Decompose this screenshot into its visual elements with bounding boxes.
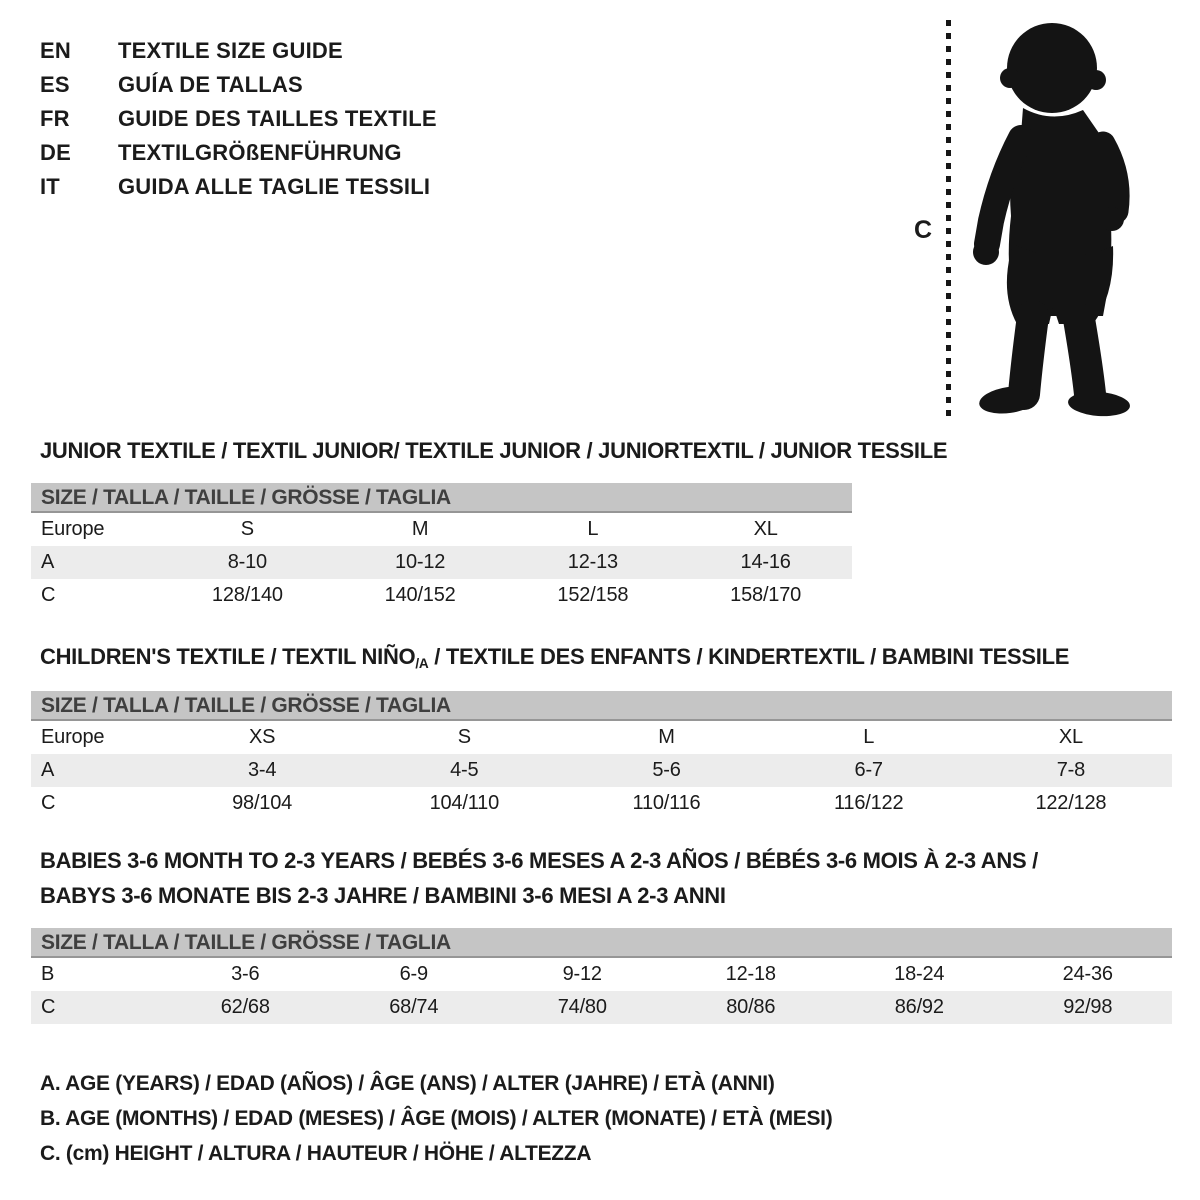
size-header: SIZE / TALLA / TAILLE / GRÖSSE / TAGLIA [31, 483, 852, 513]
months-value: 6-9 [399, 963, 428, 985]
table-row-height [31, 787, 1172, 820]
months-value: 9-12 [562, 963, 602, 985]
junior-section-title: JUNIOR TEXTILE / TEXTIL JUNIOR/ TEXTILE JUNIOR / JUNIORTEXTIL / JUNIOR TESSILE [40, 438, 948, 463]
age-value: 14-16 [740, 551, 791, 573]
children-section-title [40, 644, 1069, 671]
height-measure-c-label: C [914, 216, 933, 244]
height-value: 92/98 [1063, 996, 1113, 1018]
age-value: 12-13 [567, 551, 618, 573]
size-value: S [457, 726, 471, 748]
junior-size-table [31, 483, 852, 612]
size-value: L [863, 726, 875, 748]
row-label: B [41, 963, 55, 985]
months-value: 24-36 [1062, 963, 1113, 985]
height-value: 140/152 [384, 584, 456, 606]
height-value: 68/74 [389, 996, 439, 1018]
guide-title: TEXTILGRÖßENFÜHRUNG [118, 140, 402, 165]
children-size-table [31, 691, 1172, 820]
language-code: IT [40, 174, 60, 199]
legend-line-c: C. (cm) HEIGHT / ALTURA / HAUTEUR / HÖHE / ALTEZZA [40, 1141, 592, 1165]
babies-section-title-line2: BABYS 3-6 MONATE BIS 2-3 JAHRE / BAMBINI 3-6 MESI A 2-3 ANNI [40, 883, 726, 908]
months-value: 12-18 [725, 963, 776, 985]
language-code: EN [40, 38, 71, 63]
children-title-pre: CHILDREN'S TEXTILE / TEXTIL NIÑO [40, 644, 416, 669]
size-header: SIZE / TALLA / TAILLE / GRÖSSE / TAGLIA [31, 691, 1172, 721]
height-value: 122/128 [1035, 792, 1107, 814]
age-value: 5-6 [652, 759, 681, 781]
table-row-europe [31, 721, 1172, 754]
guide-title: GUÍA DE TALLAS [118, 72, 303, 97]
age-value: 7-8 [1056, 759, 1086, 781]
height-value: 128/140 [211, 584, 283, 606]
table-row-height [31, 579, 852, 612]
language-code: DE [40, 140, 71, 165]
height-value: 86/92 [894, 996, 944, 1018]
table-row-age [31, 754, 1172, 787]
table-row-height [31, 991, 1172, 1024]
age-value: 6-7 [854, 759, 883, 781]
language-row-fr [40, 102, 437, 136]
height-value: 80/86 [726, 996, 776, 1018]
language-row-it [40, 170, 437, 204]
language-row-en [40, 34, 437, 68]
row-label: Europe [41, 518, 105, 540]
age-value: 10-12 [395, 551, 446, 573]
legend-line-b: B. AGE (MONTHS) / EDAD (MESES) / ÂGE (MOIS) / ALTER (MONATE) / ETÀ (MESI) [40, 1106, 833, 1130]
row-label: C [41, 792, 56, 814]
height-value: 62/68 [220, 996, 270, 1018]
legend [40, 1066, 832, 1171]
language-title-list [40, 34, 437, 204]
size-header: SIZE / TALLA / TAILLE / GRÖSSE / TAGLIA [31, 928, 1172, 958]
height-value: 74/80 [557, 996, 607, 1018]
legend-line-a: A. AGE (YEARS) / EDAD (AÑOS) / ÂGE (ANS) / ALTER (JAHRE) / ETÀ (ANNI) [40, 1071, 775, 1095]
size-value: L [587, 518, 599, 540]
height-dashed-line [946, 20, 951, 416]
row-label: Europe [41, 726, 105, 748]
children-title-post: / TEXTILE DES ENFANTS / KINDERTEXTIL / BAMBINI TESSILE [428, 644, 1070, 669]
babies-section-title-line1: BABIES 3-6 MONTH TO 2-3 YEARS / BEBÉS 3-6 MESES A 2-3 AÑOS / BÉBÉS 3-6 MOIS À 2-3 ANS / [40, 848, 1038, 873]
size-value: M [658, 726, 675, 748]
months-value: 3-6 [231, 963, 260, 985]
language-row-de [40, 136, 437, 170]
babies-size-table [31, 928, 1172, 1024]
language-row-es [40, 68, 437, 102]
guide-title: TEXTILE SIZE GUIDE [118, 38, 343, 63]
height-value: 158/170 [730, 584, 802, 606]
table-row-europe [31, 513, 852, 546]
table-row-age [31, 546, 852, 579]
height-value: 152/158 [557, 584, 629, 606]
guide-title: GUIDA ALLE TAGLIE TESSILI [118, 174, 431, 199]
height-value: 116/122 [833, 792, 904, 814]
age-value: 3-4 [247, 759, 277, 781]
size-value: XS [248, 726, 276, 748]
children-title-sub: /A [415, 655, 429, 671]
height-value: 110/116 [632, 792, 701, 814]
size-value: M [411, 518, 429, 540]
size-value: XL [1058, 726, 1083, 748]
age-value: 4-5 [450, 759, 479, 781]
row-label: C [41, 584, 56, 606]
row-label: A [41, 759, 55, 781]
language-code: ES [40, 72, 70, 97]
row-label: C [41, 996, 56, 1018]
language-code: FR [40, 106, 70, 131]
age-value: 8-10 [227, 551, 267, 573]
height-value: 98/104 [232, 792, 293, 814]
size-value: S [240, 518, 254, 540]
row-label: A [41, 551, 55, 573]
toddler-silhouette-icon [963, 16, 1145, 418]
size-value: XL [753, 518, 778, 540]
table-row-months [31, 958, 1172, 991]
guide-title: GUIDE DES TAILLES TEXTILE [118, 106, 437, 131]
height-value: 104/110 [429, 792, 499, 814]
months-value: 18-24 [894, 963, 945, 985]
